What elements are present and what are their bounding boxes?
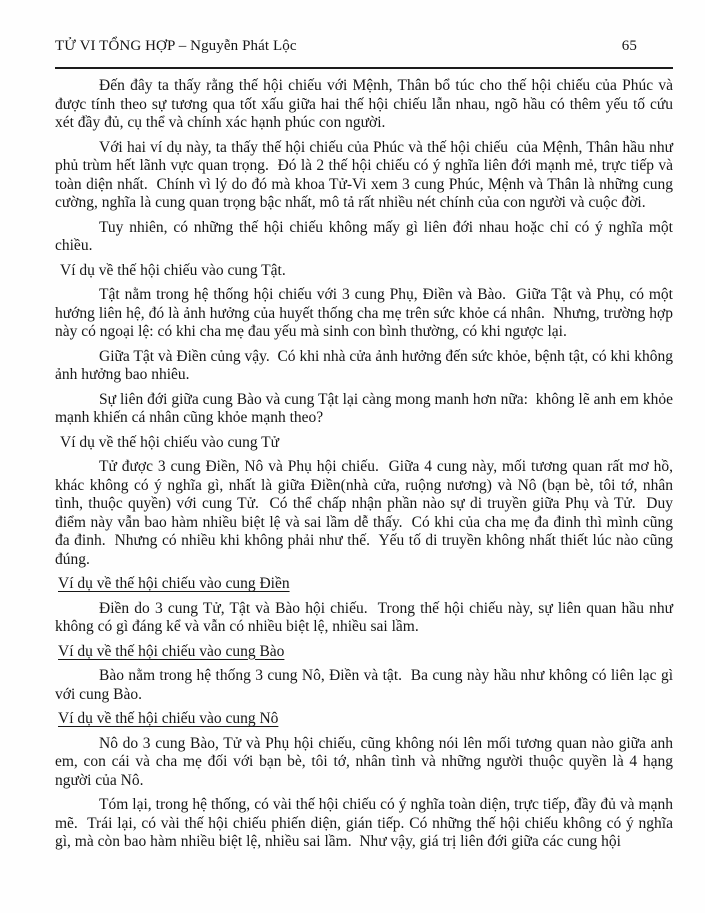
- running-title: TỬ VI TỔNG HỢP – Nguyễn Phát Lộc: [55, 38, 297, 54]
- paragraph: Tuy nhiên, có những thế hội chiếu không mấy gì liên đới nhau hoặc chỉ có ý nghĩa một chiều.: [55, 218, 677, 254]
- paragraph: Tóm lại, trong hệ thống, có vài thế hội chiếu có ý nghĩa toàn diện, trực tiếp, đầy đủ và mạnh mẽ. Trái lại, có vài thế hội chiếu phiến diện, gián tiếp. Có những thế hội chiếu không có ý nghĩa gì, mà còn bao hàm nhiều biệt lệ, nhiều sai lầm. Như vậy, giá trị liên đới giữa các cung hội: [55, 796, 677, 850]
- paragraph: Sự liên đới giữa cung Bào và cung Tật lại càng mong manh hơn nữa: không lẽ anh em khỏe mạnh khiến cá nhân cũng khỏe mạnh theo?: [55, 390, 677, 426]
- paragraph: Tật nằm trong hệ thống hội chiếu với 3 cung Phụ, Điền và Bào. Giữa Tật và Phụ, có một hướng liên hệ, đó là ảnh hưởng của huyết thống cha mẹ trên sức khỏe cá nhân. Nhưng, trường hợp này có ngoại lệ: có khi cha mẹ đau yếu mà sinh con bình thường, có khi ngược lại.: [55, 286, 677, 340]
- document-body: [55, 69, 677, 852]
- example-heading: Ví dụ về thế hội chiếu vào cung Tật.: [60, 261, 286, 279]
- paragraph: Giữa Tật và Điền củng vậy. Có khi nhà cửa ảnh hưởng đến sức khỏe, bệnh tật, có khi không ảnh hưởng bao nhiêu.: [55, 347, 677, 383]
- paragraph: Bào nằm trong hệ thống 3 cung Nô, Điền và tật. Ba cung này hầu như không có liên lạc gì với cung Bào.: [55, 667, 677, 703]
- example-heading: Ví dụ về thế hội chiếu vào cung Tử: [60, 433, 280, 451]
- page-header: [55, 38, 673, 55]
- example-heading: Ví dụ về thế hội chiếu vào cung Bào: [58, 642, 285, 660]
- paragraph: Điền do 3 cung Tử, Tật và Bào hội chiếu. Trong thế hội chiếu này, sự liên quan hầu như không có gì đáng kể và vẫn có nhiều biệt lệ, nhiều sai lầm.: [55, 599, 677, 635]
- paragraph: Tử được 3 cung Điền, Nô và Phụ hội chiếu. Giữa 4 cung này, mối tương quan rất mơ hồ, khác không có ý nghĩa gì, nhất là giữa Điền(nhà cửa, ruộng nương) và Nô (bạn bè, tôi tớ, nhân tình, thuộc quyền) với cung Tử. Có thể chấp nhận phần nào sự di truyền giữa Phụ và Tử. Duy điểm này vẫn bao hàm nhiều biệt lệ và sai lầm dễ thấy. Có khi của cha mẹ đa đinh thì mình cũng đa đinh. Nhưng có nhiều khi không phải như thế. Yếu tố di truyền không nhất thiết lúc nào cũng đúng.: [55, 458, 677, 568]
- example-heading: Ví dụ về thế hội chiếu vào cung Điền: [58, 575, 290, 592]
- page-number: 65: [621, 38, 637, 54]
- example-heading: Ví dụ về thế hội chiếu vào cung Nô: [58, 710, 279, 727]
- paragraph: Đến đây ta thấy rằng thế hội chiếu với Mệnh, Thân bổ túc cho thế hội chiếu của Phúc và được tính theo sự tương qua tốt xấu giữa hai thế hội chiếu lẫn nhau, ngõ hầu có thêm yếu tố cứu xét đầy đủ, cụ thể và chính xác hạnh phúc con người.: [55, 77, 677, 131]
- paragraph: Nô do 3 cung Bào, Tử và Phụ hội chiếu, cũng không nói lên mối tương quan nào giữa anh em, con cái và cha mẹ đối với bạn bè, tôi tớ, nhân tình và những người thuộc quyền là 4 hạng người của Nô.: [55, 734, 677, 789]
- paragraph: Với hai ví dụ này, ta thấy thế hội chiếu của Phúc và thế hội chiếu của Mệnh, Thân hầu như phủ trùm hết lãnh vực quan trọng. Đó là 2 thế hội chiếu có ý nghĩa liên đới mạnh mẻ, trực tiếp và toàn diện nhất. Chính vì lý do đó mà khoa Tử-Vi xem 3 cung Phúc, Mệnh và Thân là những cung cường, nghĩa là cung quan trọng bậc nhất, mô tả rất nhiều nét chính của con người và cuộc đời.: [55, 138, 677, 211]
